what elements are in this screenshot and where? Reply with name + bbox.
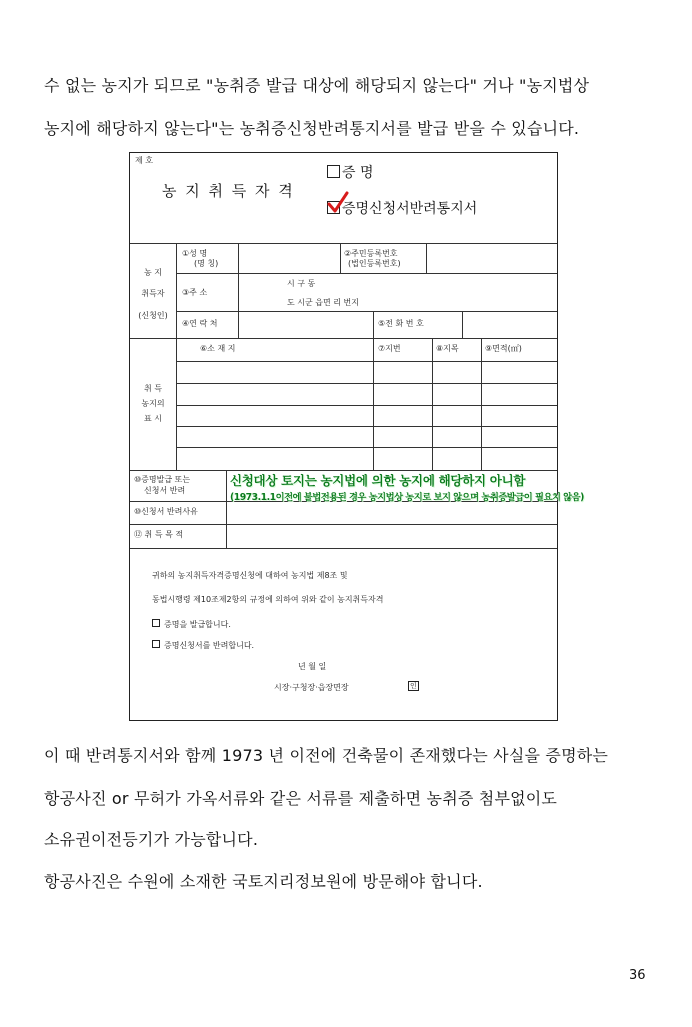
section-land-3: 표 시: [144, 414, 162, 423]
option-rejection-label: 증명신청서반려통지서: [342, 201, 478, 217]
location-label: ⑥소 재 지: [200, 344, 236, 353]
reject-reason-label: ⑩신청서 반려사유: [134, 507, 198, 516]
notice-line-1: 귀하의 농지취득자격증명신청에 대하여 농지법 제8조 및: [152, 571, 348, 580]
contact-label: ④연 락 처: [182, 319, 218, 328]
section-land-1: 취 득: [144, 384, 162, 393]
intro-line-2: 농지에 해당하지 않는다"는 농취증신청반려통지서를 발급 받을 수 있습니다.: [44, 119, 580, 138]
notice-line-2: 동법시행령 제10조제2항의 규정에 의하여 위와 같이 농지취득자격: [152, 595, 384, 604]
check-issue: [152, 619, 231, 629]
seal-mark: 인: [410, 682, 417, 690]
corp-id-label: (법인등록번호): [348, 259, 401, 268]
body-line-4: 항공사진은 수원에 소재한 국토지리정보원에 방문해야 합니다.: [44, 872, 483, 891]
page-number: 36: [629, 968, 646, 983]
section-land-2: 농지의: [141, 399, 165, 408]
checkbox-icon: [152, 619, 160, 627]
date-line: 년 월 일: [298, 662, 327, 671]
check-reject: [152, 640, 254, 650]
signer-line: 시장·구청장·읍장면장: [274, 683, 349, 692]
address-hint-1: 시 구 동: [287, 279, 316, 288]
issue-sub-label: 신청서 반려: [144, 486, 186, 495]
issue-label: ⑩증명발급 또는: [134, 475, 191, 484]
form-title: 농 지 취 득 자 격: [162, 182, 295, 200]
intro-line-1: 수 없는 농지가 되므로 "농취증 발급 대상에 해당되지 않는다" 거나 "농지법상: [44, 76, 590, 95]
red-checkmark-icon: [326, 191, 350, 215]
check-reject-label: 증명신청서를 반려합니다.: [164, 641, 255, 650]
form-number-label: 제 호: [135, 156, 153, 165]
option-certificate: [327, 165, 374, 181]
land-category-label: ⑧지목: [436, 344, 459, 353]
name-label: ①성 명: [182, 249, 208, 258]
check-issue-label: 증명을 발급합니다.: [164, 620, 231, 629]
resident-id-label: ②주민등록번호: [344, 249, 398, 258]
overlay-stamp-line-1: 신청대상 토지는 농지법에 의한 농지에 해당하지 아니함: [230, 473, 526, 488]
phone-label: ⑤전 화 번 호: [378, 319, 424, 328]
option-certificate-label: 증 명: [342, 165, 374, 181]
name-sub-label: (명 칭): [194, 259, 219, 268]
body-line-1: 이 때 반려통지서와 함께 1973 년 이전에 건축물이 존재했다는 사실을 증명하는: [44, 746, 609, 765]
checkbox-icon: [327, 165, 340, 178]
address-label: ③주 소: [182, 288, 208, 297]
overlay-stamp-line-2: (1973.1.1이전에 불법전용된 경우 농지법상 농지로 보지 않으며 농취증발급이 필요치 않음): [230, 492, 584, 503]
body-line-2: 항공사진 or 무허가 가옥서류와 같은 서류를 제출하면 농취증 첨부없이도: [44, 789, 558, 808]
section-acquirer-3: (신청인): [138, 311, 168, 320]
body-line-3: 소유권이전등기가 가능합니다.: [44, 830, 259, 849]
address-hint-2: 도 시군 읍면 리 번지: [287, 298, 359, 307]
lot-number-label: ⑦지번: [378, 344, 401, 353]
section-acquirer-1: 농 지: [144, 268, 162, 277]
purpose-label: ⑫ 취 득 목 적: [134, 530, 184, 539]
checkbox-icon: [152, 640, 160, 648]
area-label: ⑨면적(㎡): [485, 344, 522, 353]
farmland-acquisition-form: [129, 152, 584, 721]
section-acquirer-2: 취득자: [141, 289, 165, 298]
